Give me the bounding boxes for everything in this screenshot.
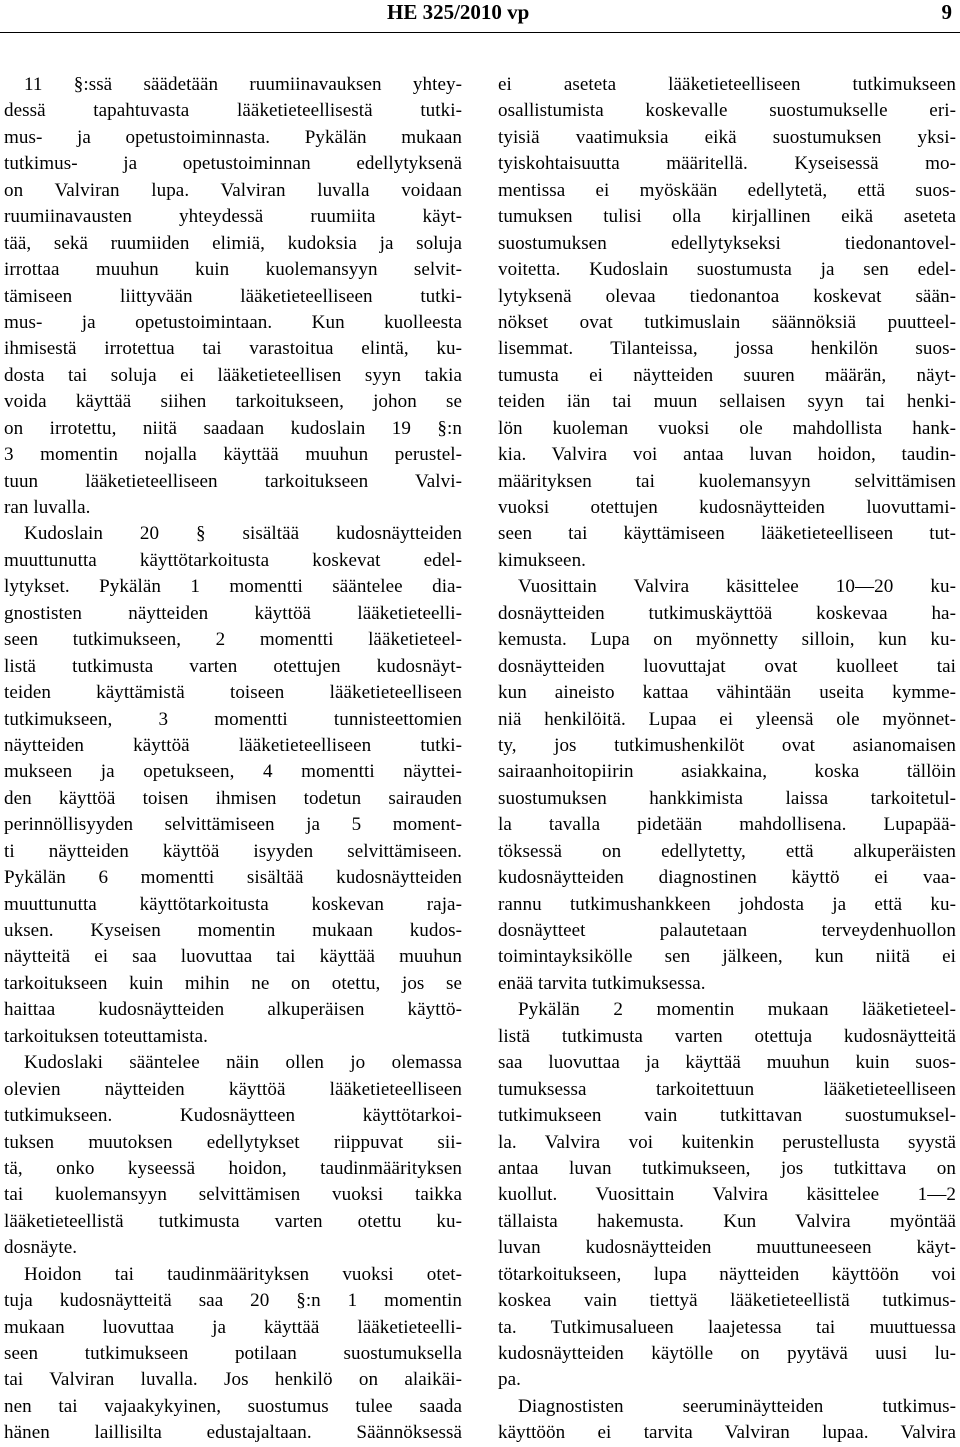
text-line: Kudoslain 20 § sisältää kudosnäytteiden — [24, 523, 462, 545]
text-line: tuja kudosnäytteitä saa 20 §:n 1 momentin — [4, 1290, 462, 1312]
text-line: ruumiinavausten yhteydessä ruumiita käyt- — [4, 206, 462, 228]
text-line: lytykset. Pykälän 1 momentti sääntelee dia- — [4, 576, 462, 598]
text-line: perinnöllisyyden selvittämiseen ja 5 moment- — [4, 814, 462, 836]
left-text-column — [4, 72, 462, 1447]
text-line: gnostisten näytteiden käyttöä lääketieteelli- — [4, 602, 462, 624]
text-line: ran luvalla. — [4, 497, 91, 518]
text-line: mus- ja opetustoiminnasta. Pykälän mukaan — [4, 126, 462, 148]
text-line: ta. Tutkimusalueen laajetessa tai muuttuessa — [498, 1316, 956, 1338]
text-line: on irrotettu, niitä saadaan kudoslain 19 §:n — [4, 417, 462, 439]
text-line: tää, sekä ruumiiden elimiä, kudoksia ja soluja — [4, 232, 462, 254]
text-line: kun aineisto kattaa vähintään useita kymme- — [498, 682, 956, 704]
text-line: tutkimukseen vain tutkittavan suostumuksel- — [498, 1105, 956, 1127]
text-line: sairaanhoitopiirin asiakkaina, koska tällöin — [498, 761, 956, 783]
text-line: tutkimus- ja opetustoiminnan edellytyksenä — [4, 153, 462, 175]
text-line: kudosnäytteiden käytölle on pyytävä uusi lu- — [498, 1343, 956, 1364]
text-line: uksen. Kyseisen momentin mukaan kudos- — [4, 920, 462, 941]
document-title: HE 325/2010 vp — [387, 0, 530, 24]
text-line: tumuksessa tarkoitettuun lääketieteelliseen — [498, 1078, 956, 1100]
text-line: seen tutkimukseen potilaan suostumuksella — [4, 1343, 462, 1364]
text-line: den käyttöä toisen ihmisen todetun sairauden — [4, 787, 462, 809]
text-line: lytyksenä olevaa tiedonantoa koskevat sään- — [498, 285, 956, 307]
text-line: nökset ovat tutkimuslain säännöksiä puutteel- — [498, 311, 956, 333]
text-line: vuoksi otettujen kudosnäytteiden luovuttami- — [498, 497, 956, 518]
text-line: näytteitä ei saa luovuttaa tai käyttää muuhun — [4, 946, 462, 968]
text-line: tyiskohtaisuutta määritellä. Kyseisessä mo- — [498, 153, 956, 175]
text-line: hänen laillisilta edustajaltaan. Säännöksessä — [4, 1422, 462, 1444]
text-line: dessä tapahtuvasta lääketieteellisestä tutki- — [4, 100, 462, 122]
text-line: luvan kudosnäytteiden muuttuneeseen käyt- — [498, 1237, 956, 1259]
text-line: kemusta. Lupa on myönnetty silloin, kun ku- — [498, 629, 956, 651]
text-line: la tavalla pidetään mahdollisena. Lupapää- — [498, 814, 956, 836]
text-line: tai kuolemansyyn selvittämisen vuoksi taikka — [4, 1184, 462, 1206]
text-line: töksessä on edellytetty, että alkuperäisten — [498, 840, 956, 862]
text-line: saa luovuttaa ja käyttää muuhun kuin suos- — [498, 1052, 956, 1074]
text-line: tyisiä vaatimuksia eikä suostumuksen yksi- — [498, 126, 956, 148]
text-line: lääketieteellistä tutkimusta varten otettu ku- — [4, 1210, 462, 1232]
text-line: lisemmat. Tilanteissa, jossa henkilön suos- — [498, 338, 956, 360]
text-line: kudosnäytteiden diagnostinen käyttö ei vaa- — [498, 867, 956, 889]
text-line: toimintayksikölle sen jälkeen, kun niitä ei — [498, 946, 956, 968]
header-divider — [0, 32, 960, 33]
text-line: haittaa kudosnäytteiden alkuperäisen käyttö- — [4, 999, 462, 1021]
text-line: pa. — [498, 1369, 521, 1391]
text-line: ihmisestä irrotettua tai varastoitua elintä, ku- — [4, 338, 462, 360]
text-line: ty, jos tutkimushenkilöt ovat asianomaisen — [498, 734, 956, 756]
text-line: teiden käyttämistä toiseen lääketieteelliseen — [4, 682, 462, 704]
text-line: mukseen ja opetukseen, 4 momentti näyttei- — [4, 761, 462, 783]
text-line: tarkoitukseen kuin mihin ne on otettu, jos se — [4, 972, 462, 994]
text-line: nen tai vajaakykyinen, suostumus tulee saada — [4, 1395, 462, 1417]
text-line: dosnäyte. — [4, 1237, 78, 1259]
text-line: muuttunutta käyttötarkoitusta koskevat edel- — [4, 549, 462, 571]
text-line: tutkimukseen, 3 momentti tunnisteettomien — [4, 708, 462, 730]
text-line: tötarkoitukseen, lupa näytteiden käyttöön voi — [498, 1263, 956, 1285]
text-line: mus- ja opetustoimintaan. Kun kuolleesta — [4, 311, 462, 333]
text-line: ei aseteta lääketieteelliseen tutkimukseen — [498, 74, 956, 95]
text-line: tällaista hakemusta. Kun Valvira myöntää — [498, 1210, 956, 1232]
text-line: voitetta. Kudoslain suostumusta ja sen edel- — [498, 259, 956, 281]
text-line: 3 momentin nojalla käyttää muuhun perustel- — [4, 444, 462, 466]
text-line: tämiseen liittyvään lääketieteelliseen tutki- — [4, 285, 462, 307]
text-line: seen tutkimukseen, 2 momentti lääketieteel- — [4, 629, 462, 651]
text-line: Vuosittain Valvira käsittelee 10—20 ku- — [518, 576, 956, 598]
text-line: dosnäytteiden luovuttajat ovat kuolleet tai — [498, 655, 956, 677]
page-number: 9 — [941, 0, 952, 24]
text-line: dosta tai soluja ei lääketieteellisen syyn takia — [4, 364, 462, 386]
text-line: seen tai käyttämiseen lääketieteelliseen tut- — [498, 523, 956, 545]
text-line: tumuksen tulisi olla kirjallinen eikä aseteta — [498, 206, 956, 228]
text-line: enää tarvita tutkimuksessa. — [498, 972, 706, 994]
text-line: lön kuoleman vuoksi ole mahdollista hank- — [498, 417, 956, 439]
text-line: käyttöön ei tarvita Valviran lupaa. Valvira — [498, 1422, 956, 1444]
text-line: mentissa ei myöskään edellytetä, että suos- — [498, 179, 956, 201]
text-line: teiden iän tai muun sellaisen syyn tai henki- — [498, 391, 956, 413]
text-line: listä tutkimusta varten otettujen kudosnäyt- — [4, 655, 462, 677]
text-line: dosnäytteiden tutkimuskäyttöä koskevaa ha- — [498, 602, 956, 624]
text-line: tumusta ei näytteiden suuren määrän, näyt- — [498, 364, 956, 386]
text-line: Kudoslaki sääntelee näin ollen jo olemassa — [24, 1052, 462, 1074]
text-line: muuttunutta käyttötarkoitusta koskevan raja- — [4, 893, 462, 915]
text-line: kia. Valvira voi antaa luvan hoidon, taudin- — [498, 444, 956, 466]
text-line: osallistumista koskevalle suostumukselle eri- — [498, 100, 956, 122]
text-line: voida käyttää siihen tarkoitukseen, johon se — [4, 391, 462, 413]
text-line: mukaan luovuttaa ja käyttää lääketieteelli- — [4, 1316, 462, 1338]
text-line: la. Valvira voi kuitenkin perustellusta syystä — [498, 1131, 956, 1153]
text-line: olevien näytteiden käyttöä lääketieteelliseen — [4, 1078, 462, 1100]
text-line: on Valviran lupa. Valviran luvalla voidaan — [4, 179, 462, 201]
text-line: irrottaa muuhun kuin kuolemansyyn selvit- — [4, 259, 462, 281]
page-header — [0, 0, 960, 34]
text-line: niä henkilöitä. Lupaa ei yleensä ole myönnet- — [498, 708, 956, 730]
text-line: dosnäytteet palautetaan terveydenhuollon — [498, 920, 956, 941]
text-line: Hoidon tai taudinmäärityksen vuoksi otet- — [24, 1263, 462, 1285]
text-line: antaa luvan tutkimukseen, jos tutkittava on — [498, 1157, 956, 1179]
text-line: kimukseen. — [498, 549, 586, 571]
text-line: suostumuksen edellytykseksi tiedonantovel- — [498, 232, 956, 254]
text-line: tai Valviran luvalla. Jos henkilö on alaikäi- — [4, 1369, 462, 1391]
text-line: Pykälän 6 momentti sisältää kudosnäytteiden — [4, 867, 462, 889]
text-line: koskea vain tiettyä lääketieteellistä tutkimus- — [498, 1290, 956, 1312]
text-line: tutkimukseen. Kudosnäytteen käyttötarkoi- — [4, 1105, 462, 1127]
right-text-column — [498, 72, 956, 1447]
text-line: 11 §:ssä säädetään ruumiinavauksen yhtey- — [24, 74, 462, 95]
text-line: tuun lääketieteelliseen tarkoitukseen Valvi- — [4, 470, 462, 492]
text-line: määrityksen tai kuolemansyyn selvittämisen — [498, 470, 956, 492]
text-line: listä tutkimusta varten otettuja kudosnäytteitä — [498, 1025, 956, 1047]
text-line: tuksen muutoksen edellytykset riippuvat sii- — [4, 1131, 462, 1153]
text-line: näytteiden käyttöä lääketieteelliseen tutki- — [4, 734, 462, 756]
text-line: tarkoituksen toteuttamista. — [4, 1025, 208, 1047]
text-line: kuollut. Vuosittain Valvira käsittelee 1—2 — [498, 1184, 956, 1206]
text-line: tä, onko kyseessä hoidon, taudinmäärityksen — [4, 1157, 462, 1179]
text-line: Pykälän 2 momentin mukaan lääketieteel- — [518, 999, 956, 1021]
text-line: suostumuksen hankkimista laissa tarkoitetul- — [498, 787, 956, 809]
text-line: Diagnostisten seeruminäytteiden tutkimus- — [518, 1395, 956, 1417]
text-line: ti näytteiden käyttöä isyyden selvittämiseen. — [4, 840, 462, 862]
text-line: rannu tutkimushankkeen johdosta ja että ku- — [498, 893, 956, 915]
